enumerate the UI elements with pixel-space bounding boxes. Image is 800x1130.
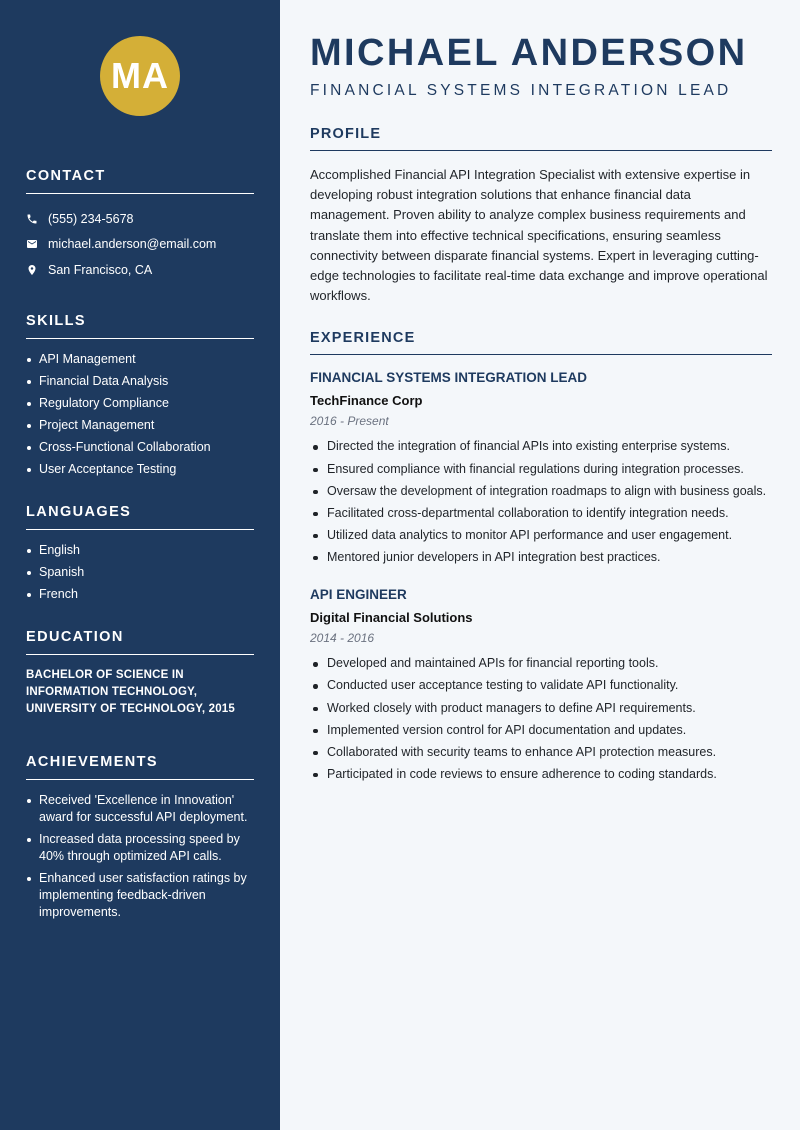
- role-bullet: Directed the integration of financial APIs into existing enterprise systems.: [310, 438, 772, 456]
- skill-item: API Management: [26, 351, 254, 368]
- experience-entry: [310, 586, 772, 783]
- profile-summary: Accomplished Financial API Integration Specialist with extensive expertise in developing robust integration solutions that enhance financial data management. Proven ability to analyze complex business requirements and translate them into effective technical specifications, ensuring seamless connectivity between disparate financial systems. Expert in leveraging cutting-edge technologies to facilitate real-time data exchange and improve operational workflows.: [310, 167, 768, 304]
- languages-heading: LANGUAGES: [26, 504, 254, 530]
- education-degree: BACHELOR OF SCIENCE IN INFORMATION TECHNOLOGY, UNIVERSITY OF TECHNOLOGY, 2015: [26, 669, 236, 716]
- achievement-item: Received 'Excellence in Innovation' award for successful API deployment.: [26, 792, 254, 826]
- profile-heading: PROFILE: [310, 126, 772, 151]
- profile-section: [310, 126, 772, 306]
- contact-section: [26, 168, 254, 283]
- role-bullet: Implemented version control for API documentation and updates.: [310, 722, 772, 740]
- candidate-name: MICHAEL ANDERSON: [310, 32, 748, 74]
- contact-phone-text: (555) 234-5678: [48, 211, 134, 226]
- experience-entry: [310, 369, 772, 566]
- main-content: [310, 30, 772, 788]
- achievement-item: Enhanced user satisfaction ratings by implementing feedback-driven improvements.: [26, 870, 254, 921]
- role-bullets: [310, 655, 772, 783]
- experience-heading: EXPERIENCE: [310, 330, 772, 355]
- achievement-item: Increased data processing speed by 40% through optimized API calls.: [26, 831, 254, 865]
- role-title: FINANCIAL SYSTEMS INTEGRATION LEAD: [310, 370, 588, 386]
- achievements-section: [26, 754, 254, 921]
- mail-icon: [26, 238, 38, 250]
- role-bullet: Conducted user acceptance testing to validate API functionality.: [310, 677, 772, 695]
- contact-email-text: michael.anderson@email.com: [48, 237, 217, 252]
- phone-icon: [26, 213, 38, 225]
- skill-item: Cross-Functional Collaboration: [26, 439, 254, 456]
- skills-section: [26, 313, 254, 479]
- skill-item: User Acceptance Testing: [26, 461, 254, 478]
- role-title: API ENGINEER: [310, 587, 407, 603]
- contact-location: [26, 257, 254, 283]
- role-bullets: [310, 438, 772, 566]
- role-bullet: Oversaw the development of integration roadmaps to align with business goals.: [310, 483, 772, 501]
- contact-email: [26, 232, 254, 258]
- contact-location-text: San Francisco, CA: [48, 262, 153, 277]
- achievements-list: [26, 792, 254, 921]
- role-bullet: Ensured compliance with financial regulations during integration processes.: [310, 461, 772, 479]
- contact-heading: CONTACT: [26, 168, 254, 194]
- skill-item: Financial Data Analysis: [26, 373, 254, 390]
- skill-item: Project Management: [26, 417, 254, 434]
- location-pin-icon: [26, 264, 38, 276]
- avatar: MA: [100, 36, 180, 116]
- role-dates: 2016 - Present: [310, 414, 389, 429]
- role-bullet: Worked closely with product managers to define API requirements.: [310, 700, 772, 718]
- achievements-heading: ACHIEVEMENTS: [26, 754, 254, 780]
- languages-section: [26, 504, 254, 603]
- candidate-title: FINANCIAL SYSTEMS INTEGRATION LEAD: [310, 82, 732, 99]
- contact-phone: [26, 206, 254, 232]
- role-bullet: Developed and maintained APIs for financial reporting tools.: [310, 655, 772, 673]
- experience-section: [310, 330, 772, 783]
- company-name: Digital Financial Solutions: [310, 610, 473, 626]
- skills-heading: SKILLS: [26, 313, 254, 339]
- role-bullet: Participated in code reviews to ensure adherence to coding standards.: [310, 766, 772, 784]
- sidebar: [0, 0, 280, 1130]
- language-item: Spanish: [26, 564, 254, 581]
- language-item: French: [26, 586, 254, 603]
- education-section: [26, 629, 254, 718]
- company-name: TechFinance Corp: [310, 393, 423, 409]
- role-dates: 2014 - 2016: [310, 631, 375, 646]
- language-item: English: [26, 542, 254, 559]
- education-heading: EDUCATION: [26, 629, 254, 655]
- skill-item: Regulatory Compliance: [26, 395, 254, 412]
- role-bullet: Facilitated cross-departmental collaboration to identify integration needs.: [310, 505, 772, 523]
- role-bullet: Collaborated with security teams to enhance API protection measures.: [310, 744, 772, 762]
- role-bullet: Mentored junior developers in API integration best practices.: [310, 549, 772, 567]
- role-bullet: Utilized data analytics to monitor API performance and user engagement.: [310, 527, 772, 545]
- skills-list: [26, 351, 254, 479]
- languages-list: [26, 542, 254, 603]
